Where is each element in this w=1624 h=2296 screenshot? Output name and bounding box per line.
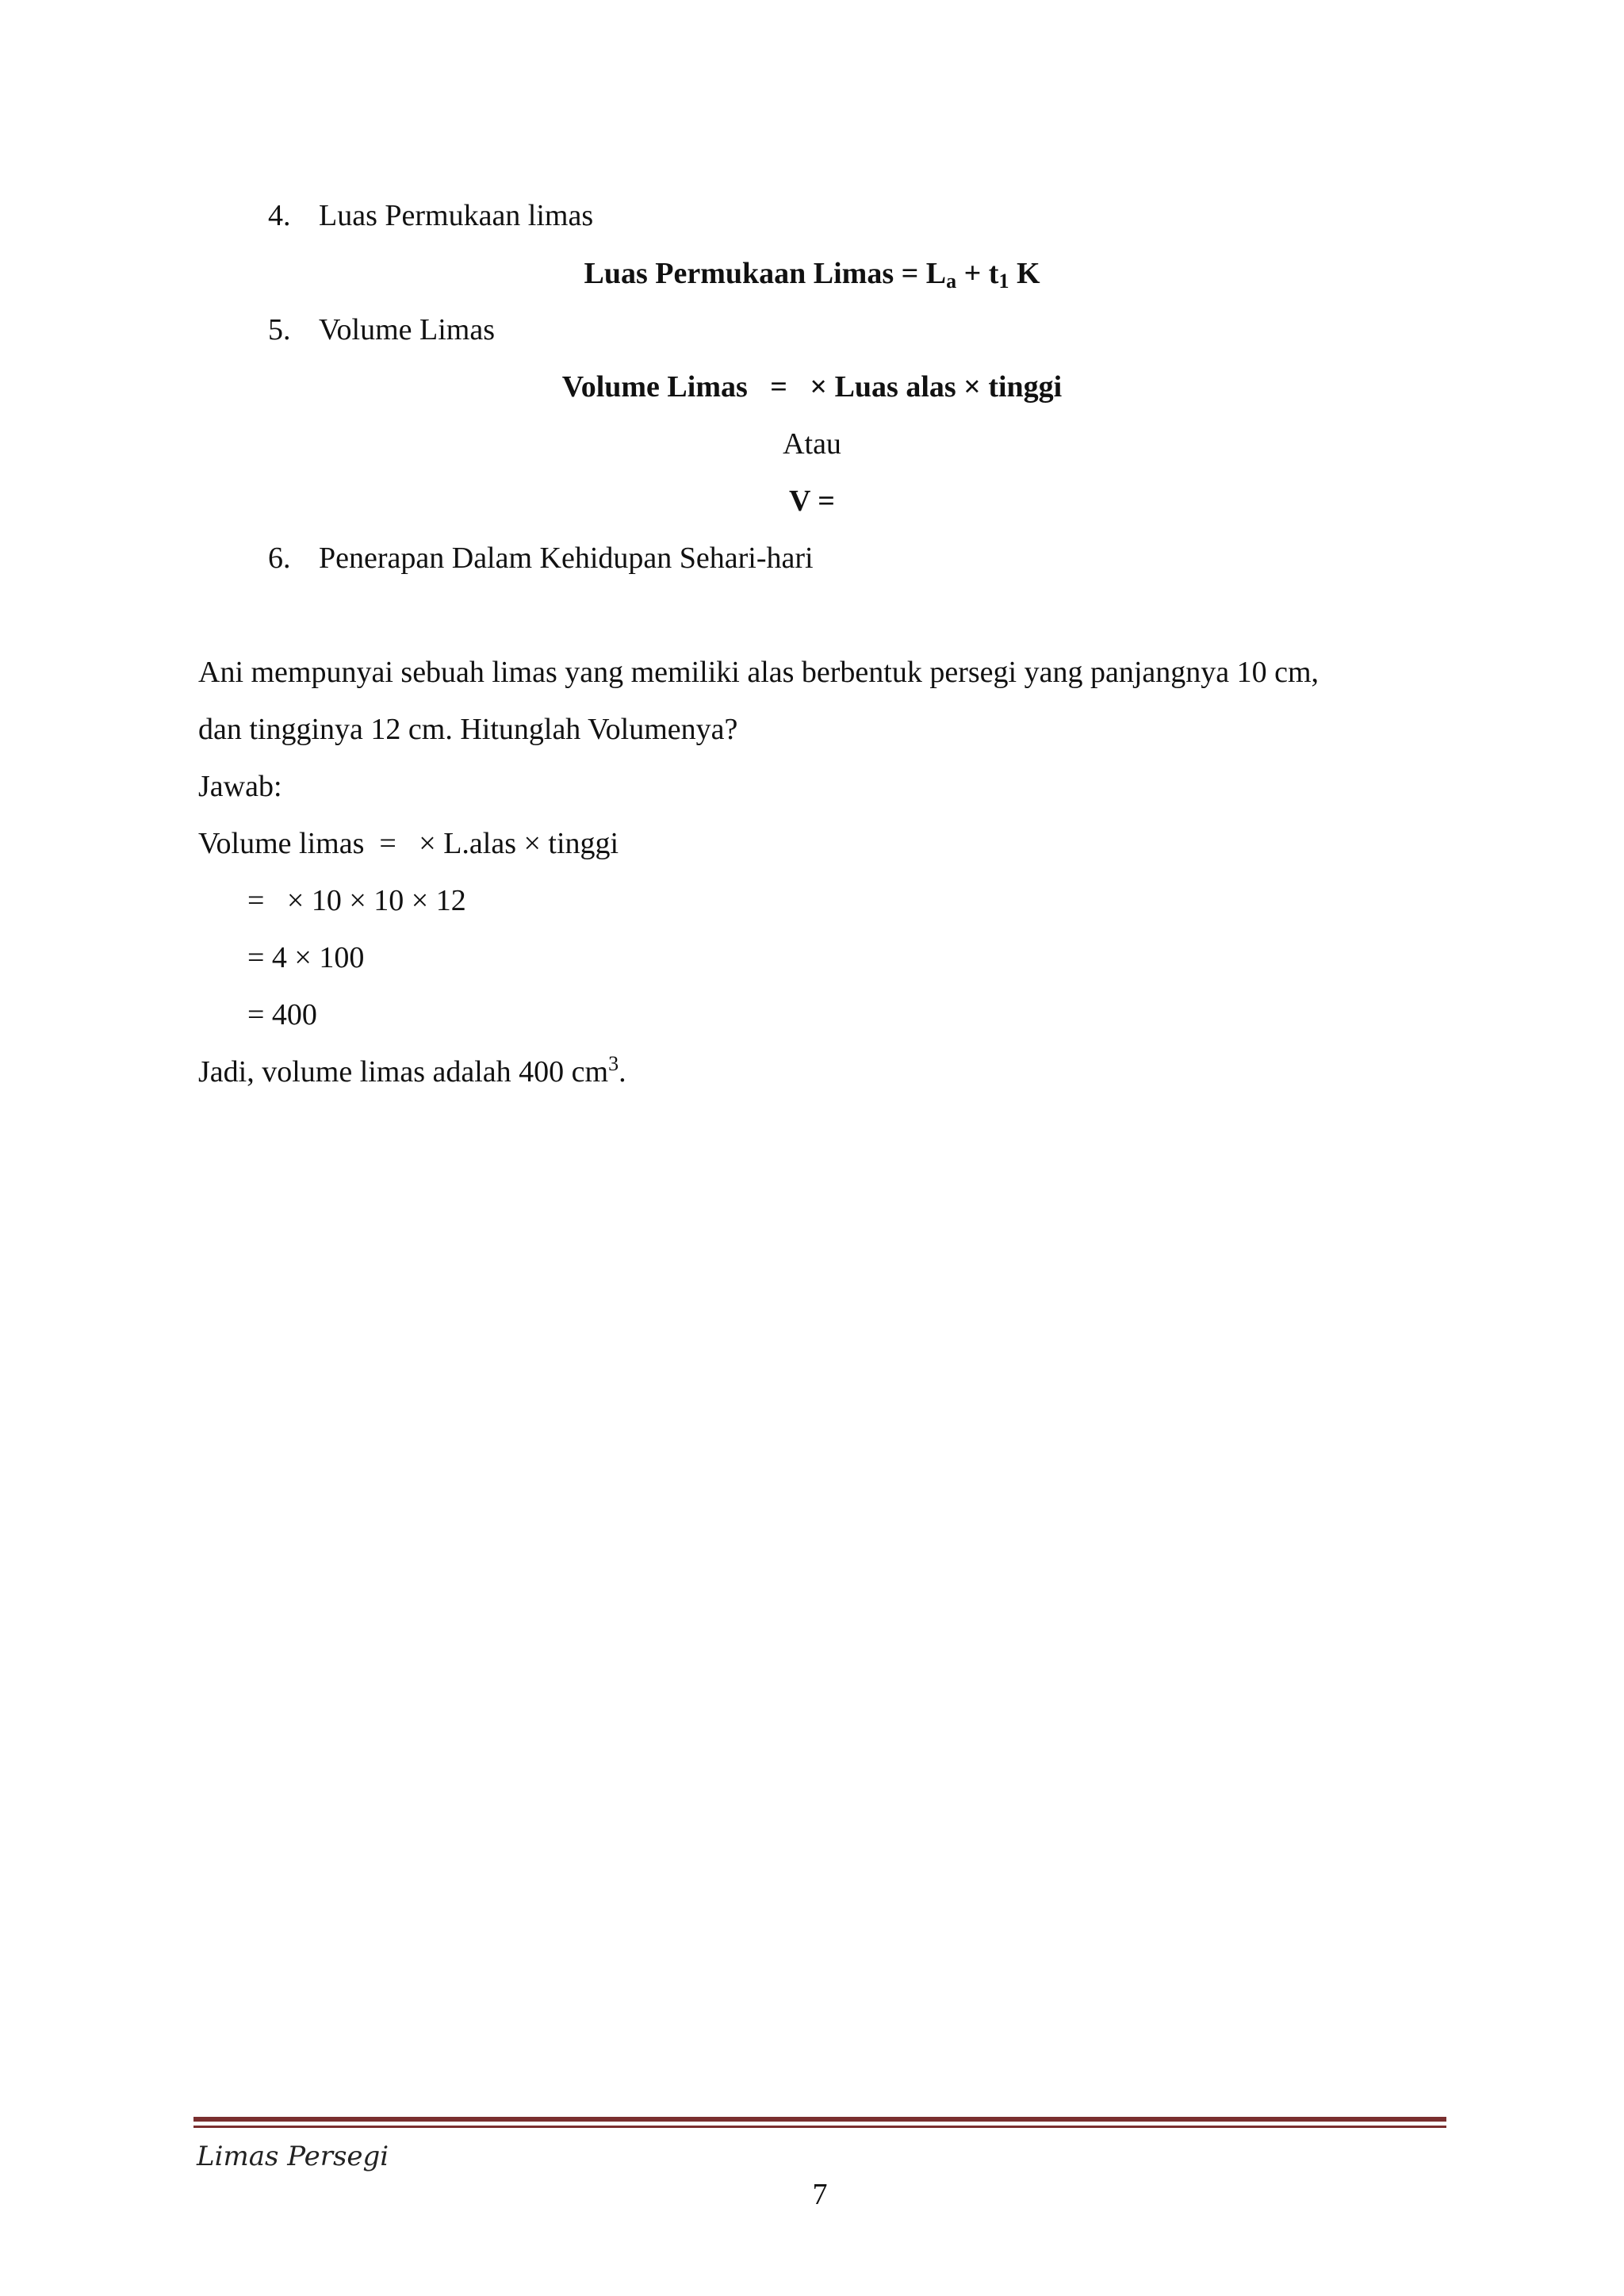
formula-left: Luas Permukaan Limas = L	[584, 257, 947, 290]
page-number: 7	[812, 2178, 828, 2211]
list-number: 5.	[268, 313, 291, 346]
problem-line-1: Ani mempunyai sebuah limas yang memiliki alas berbentuk persegi yang panjangnya 10 cm,	[198, 656, 1320, 689]
solution-step-1: Volume limas = × L.alas × tinggi	[198, 827, 619, 860]
list-item-title: Volume Limas	[319, 313, 496, 346]
solution-step-2: = × 10 × 10 × 12	[247, 884, 466, 917]
list-item-title: Penerapan Dalam Kehidupan Sehari-hari	[319, 541, 814, 575]
conclusion	[198, 1054, 626, 1090]
list-item-title: Luas Permukaan limas	[319, 199, 594, 232]
v-formula: V =	[789, 484, 835, 518]
conclusion-period: .	[619, 1055, 626, 1089]
volume-formula: Volume Limas = × Luas alas × tinggi	[561, 370, 1063, 404]
list-number: 4.	[268, 199, 291, 232]
footer-rule-thin	[193, 2126, 1446, 2128]
surface-area-formula	[0, 255, 1624, 292]
footer-rule-thick	[193, 2117, 1446, 2122]
solution-step-4: = 400	[247, 998, 317, 1031]
or-label: Atau	[783, 427, 841, 461]
formula-sub-1: 1	[998, 270, 1009, 293]
footer-title: Limas Persegi	[197, 2141, 389, 2172]
formula-k: K	[1016, 257, 1040, 290]
formula-sub-a: a	[946, 270, 957, 293]
problem-line-2: dan tingginya 12 cm. Hitunglah Volumenya?	[198, 713, 738, 746]
conclusion-superscript: 3	[608, 1052, 619, 1075]
answer-label: Jawab:	[198, 770, 282, 803]
list-number: 6.	[268, 541, 291, 575]
solution-step-3: = 4 × 100	[247, 941, 365, 974]
formula-plus: + t	[963, 257, 999, 290]
conclusion-text: Jadi, volume limas adalah 400 cm	[198, 1055, 609, 1089]
